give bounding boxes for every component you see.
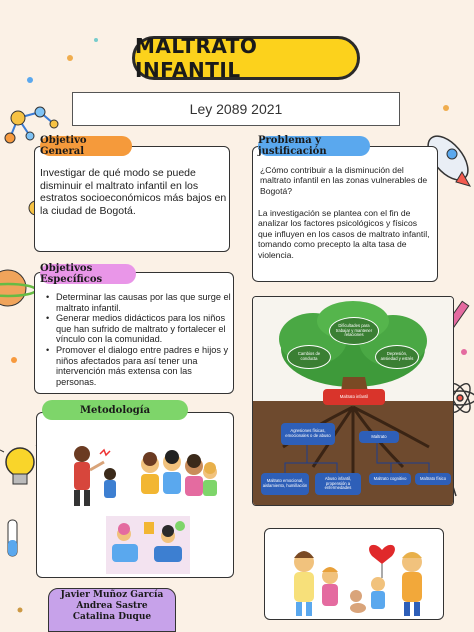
children-group-illustration xyxy=(136,446,220,506)
law-box xyxy=(72,92,400,126)
tree-root-4 xyxy=(415,473,451,485)
tree-trunk-text: Maltrato infantil xyxy=(339,393,369,399)
tree-root-left-text: Agresiones físicas, emocionales o de abuso xyxy=(285,428,331,438)
objetivos-especificos-list xyxy=(46,292,232,387)
tree-root-1 xyxy=(261,473,309,495)
planet-icon xyxy=(0,270,36,306)
page-title: MALTRATO INFANTIL xyxy=(132,36,360,80)
light-bulb-icon xyxy=(0,442,40,484)
list-item: • Determinar las causas por las que surge el maltrato infantil. xyxy=(46,292,232,313)
tree-root-3-text: Maltrato cognitivo xyxy=(373,475,407,481)
therapy-session-illustration xyxy=(108,518,188,572)
tree-root-2-text: Abuso infantil, propensión a enfermedades xyxy=(324,476,352,491)
authors-list xyxy=(48,590,176,623)
tree-root-left xyxy=(281,423,335,445)
tree-root-3 xyxy=(369,473,411,485)
problema-label: Problema y justificación xyxy=(258,136,370,156)
parent-scolding-child-illustration xyxy=(60,440,130,508)
tree-leaf-right xyxy=(375,345,419,369)
test-tube-icon xyxy=(8,520,17,556)
dog-icon xyxy=(350,590,362,602)
tree-leaf-top-text: Dificultades para trabajar y mantener relaciones xyxy=(335,323,373,338)
metodologia-label: Metodología xyxy=(42,400,188,420)
problema-question: ¿Cómo contribuir a la disminución del maltrato infantil en las zonas vulnerables de Bogotá? xyxy=(260,165,428,196)
objetivo-general-label: Objetivo General xyxy=(40,136,132,156)
tree-leaf-left xyxy=(287,345,331,369)
tree-root-right xyxy=(359,431,399,443)
tree-root-1-text: Maltrato emocional, aislamiento, humillación xyxy=(262,478,308,488)
problema-justification: La investigación se plantea con el fin de analizar los factores psicológicos y físicos que influyen en los casos de maltrato infantil, tomando como precepto la alta tasa de violencia. xyxy=(258,208,430,260)
author-name: Javier Muñoz García xyxy=(60,590,164,600)
author-name: Andrea Sastre xyxy=(76,601,148,611)
tree-diagram xyxy=(252,296,454,506)
author-name: Catalina Duque xyxy=(72,612,152,622)
tree-trunk-label xyxy=(323,389,385,405)
list-item: • Generar medios didácticos para los niños que han sufrido de maltrato y fortalecer el vínculo con la comunidad. xyxy=(46,313,232,345)
objetivos-especificos-label: Objetivos Específicos xyxy=(40,264,136,284)
tree-leaf-top xyxy=(329,317,379,345)
objetivo-general-text: Investigar de qué modo se puede disminuir el maltrato infantil en los estratos socioeconómicos más bajos en la ciudad de Bogotá. xyxy=(40,167,227,217)
tree-root-2 xyxy=(315,473,361,495)
law-text: Ley 2089 2021 xyxy=(189,101,283,117)
tree-root-4-text: Maltrato físico xyxy=(419,475,447,481)
heart-balloon-icon xyxy=(369,545,395,564)
tree-root-right-text: Maltrato xyxy=(371,433,387,439)
tree-leaf-left-text: Cambios de conducta xyxy=(297,351,321,361)
list-item: • Promover el dialogo entre padres e hijos y niños afectados para así tener una intervención más extensa con las personas. xyxy=(46,345,232,387)
family-illustration xyxy=(270,532,440,618)
tree-leaf-right-text: Depresión, ansiedad y estrés xyxy=(380,351,414,361)
